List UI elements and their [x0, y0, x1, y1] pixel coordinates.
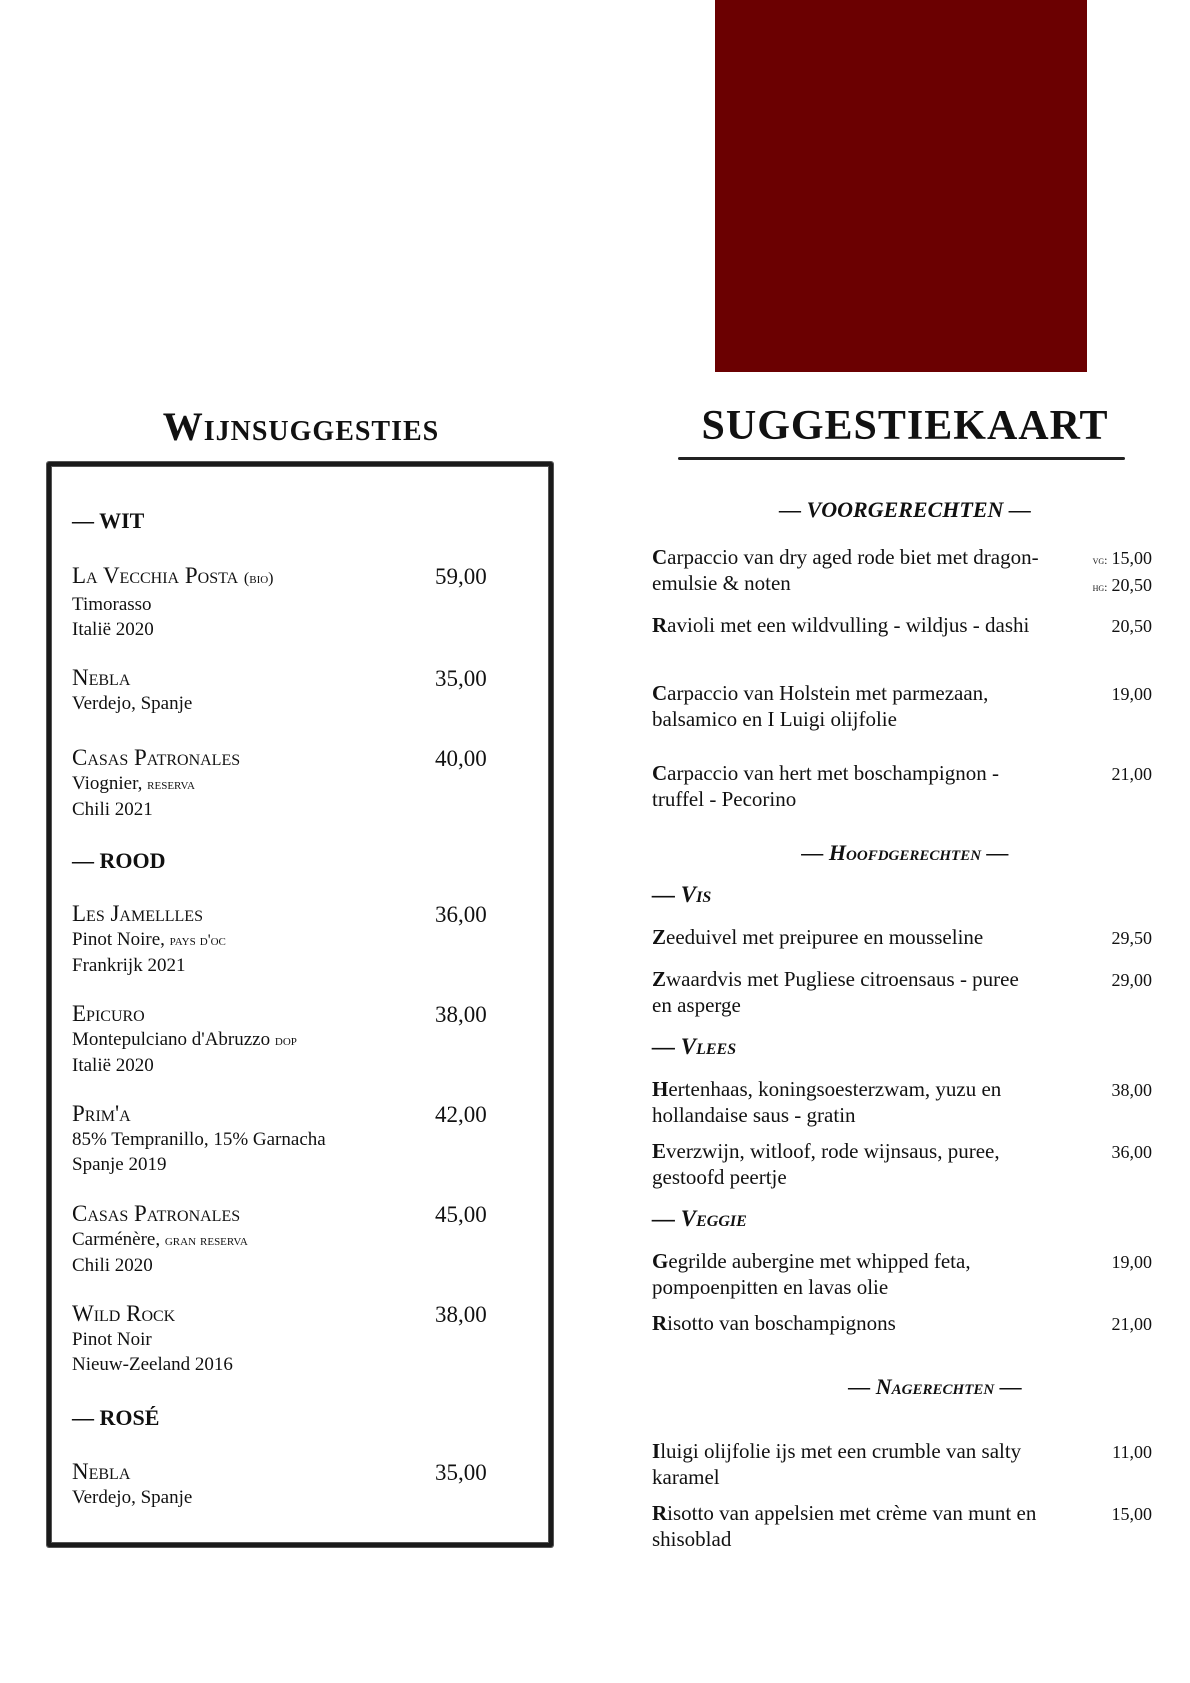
red-color-block — [715, 0, 1087, 372]
dish-price: 15,00 — [1111, 1504, 1152, 1524]
wine-section-wit: — WIT — [72, 508, 145, 533]
dish-item — [652, 612, 1152, 638]
course-nagerechten: — Nagerechten — — [848, 1374, 1022, 1399]
dish-price: 21,00 — [1111, 764, 1152, 784]
wine-origin: Chili 2021 — [72, 799, 153, 820]
wine-name: Nebla — [72, 665, 131, 690]
dish-item — [652, 1076, 1152, 1128]
wine-grape: Pinot Noire, — [72, 929, 165, 950]
dish-text: arpaccio van dry aged rode biet met dragon-emulsie & noten — [652, 545, 1039, 595]
wine-price: 36,00 — [435, 902, 487, 927]
wine-grape: Pinot Noir — [72, 1329, 152, 1350]
dish-item — [652, 760, 1152, 812]
course-voorgerechten: — VOORGERECHTEN — — [779, 497, 1031, 522]
dish-text: waardvis met Pugliese citroensaus - puree en asperge — [652, 967, 1019, 1017]
wine-item — [72, 664, 502, 716]
wine-origin: Italië 2020 — [72, 619, 154, 640]
wine-price: 35,00 — [435, 1460, 487, 1485]
dish-text: isotto van appelsien met crème van munt en shisoblad — [652, 1501, 1037, 1551]
dish-initial: C — [652, 681, 668, 705]
wine-price: 35,00 — [435, 666, 487, 691]
wine-tag: gran reserva — [164, 1232, 248, 1249]
dish-initial: G — [652, 1249, 669, 1273]
dish-initial: C — [652, 761, 668, 785]
dish-text: egrilde aubergine met whipped feta, pompoenpitten en lavas olie — [652, 1249, 971, 1299]
dish-initial: I — [652, 1439, 661, 1463]
dish-price: 38,00 — [1111, 1080, 1152, 1100]
dish-text: luigi olijfolie ijs met een crumble van salty karamel — [652, 1439, 1022, 1489]
wine-price: 45,00 — [435, 1202, 487, 1227]
wine-item — [72, 1000, 502, 1078]
dish-price: 19,00 — [1111, 684, 1152, 704]
dish-item — [652, 680, 1152, 732]
menu-title: SUGGESTIEKAART — [701, 403, 1109, 449]
dish-initial: R — [652, 613, 668, 637]
wine-tag: pays d'oc — [169, 932, 226, 949]
wine-grape: 85% Tempranillo, 15% Garnacha — [72, 1129, 326, 1150]
wine-grape: Carménère, — [72, 1229, 161, 1250]
dish-item — [652, 924, 1152, 950]
dish-initial: C — [652, 545, 668, 569]
price-label: vg: — [1092, 553, 1108, 567]
wine-name: Wild Rock — [72, 1301, 176, 1326]
wine-price: 38,00 — [435, 1002, 487, 1027]
wine-price: 40,00 — [435, 746, 487, 771]
wine-tag: reserva — [147, 776, 195, 793]
wine-origin: Italië 2020 — [72, 1055, 154, 1076]
subcourse-vlees: — Vlees — [652, 1034, 737, 1059]
wine-name: Casas Patronales — [72, 745, 241, 770]
dish-text: ertenhaas, koningsoesterzwam, yuzu en hollandaise saus - gratin — [652, 1077, 1002, 1127]
dish-item — [652, 1438, 1152, 1490]
wine-name: Nebla — [72, 1459, 131, 1484]
dish-price: 20,50 — [1111, 616, 1152, 636]
wine-item — [72, 1200, 502, 1278]
price-label: hg: — [1092, 580, 1108, 594]
wine-name: La Vecchia Posta — [72, 563, 239, 588]
dish-item — [652, 1310, 1152, 1336]
dish-item — [652, 544, 1152, 596]
wine-grape: Verdejo, Spanje — [72, 693, 193, 714]
menu-title-underline — [678, 457, 1125, 460]
dish-text: eeduivel met preipuree en mousseline — [666, 925, 984, 949]
wine-price: 59,00 — [435, 564, 487, 589]
wine-grape: Timorasso — [72, 594, 152, 615]
dish-initial: H — [652, 1077, 669, 1101]
subcourse-veggie: — Veggie — [652, 1206, 747, 1231]
dish-price: 21,00 — [1111, 1314, 1152, 1334]
dish-initial: Z — [652, 925, 667, 949]
dish-item — [652, 1248, 1152, 1300]
subcourse-vis: — Vis — [652, 882, 712, 907]
wine-tag: dop — [274, 1032, 297, 1049]
wine-item — [72, 744, 502, 822]
wine-origin: Spanje 2019 — [72, 1154, 167, 1175]
dish-item — [652, 1138, 1152, 1190]
dish-price: 29,00 — [1111, 970, 1152, 990]
wine-price: 42,00 — [435, 1102, 487, 1127]
wine-name: Casas Patronales — [72, 1201, 241, 1226]
wine-item — [72, 1100, 502, 1177]
wine-origin: Nieuw-Zeeland 2016 — [72, 1354, 233, 1375]
wine-price: 38,00 — [435, 1302, 487, 1327]
dish-price: 19,00 — [1111, 1252, 1152, 1272]
wine-grape: Verdejo, Spanje — [72, 1487, 193, 1508]
wine-name: Les Jamellles — [72, 901, 203, 926]
dish-text: arpaccio van hert met boschampignon - truffel - Pecorino — [652, 761, 999, 811]
dish-price: 15,00 — [1111, 548, 1152, 568]
wine-name: Prim'a — [72, 1101, 131, 1126]
wine-item — [72, 1300, 502, 1377]
wine-origin: Frankrijk 2021 — [72, 955, 186, 976]
course-hoofdgerechten: — Hoofdgerechten — — [801, 840, 1009, 865]
wine-item — [72, 900, 502, 978]
dish-initial: E — [652, 1139, 667, 1163]
dish-initial: Z — [652, 967, 667, 991]
dish-item — [652, 966, 1152, 1018]
wine-tag: (bio) — [243, 570, 274, 587]
wine-grape: Montepulciano d'Abruzzo — [72, 1029, 271, 1050]
dish-item — [652, 1500, 1152, 1552]
wine-section-rood: — ROOD — [72, 848, 166, 873]
dish-text: arpaccio van Holstein met parmezaan, balsamico en I Luigi olijfolie — [652, 681, 989, 731]
wine-origin: Chili 2020 — [72, 1255, 153, 1276]
dish-price: 20,50 — [1111, 575, 1152, 595]
dish-initial: R — [652, 1311, 668, 1335]
wine-grape: Viognier, — [72, 773, 143, 794]
dish-text: avioli met een wildvulling - wildjus - dashi — [667, 613, 1030, 637]
dish-price: 11,00 — [1112, 1442, 1152, 1462]
wine-section-rose: — ROSÉ — [72, 1405, 160, 1430]
dish-text: verzwijn, witloof, rode wijnsaus, puree, gestoofd peertje — [652, 1139, 1000, 1189]
wine-name: Epicuro — [72, 1001, 145, 1026]
dish-price: 36,00 — [1111, 1142, 1152, 1162]
wine-title: Wijnsuggesties — [162, 404, 440, 449]
dish-price: 29,50 — [1111, 928, 1152, 948]
dish-text: isotto van boschampignons — [667, 1311, 896, 1335]
wine-item — [72, 1458, 502, 1510]
dish-initial: R — [652, 1501, 668, 1525]
wine-item — [72, 562, 502, 642]
